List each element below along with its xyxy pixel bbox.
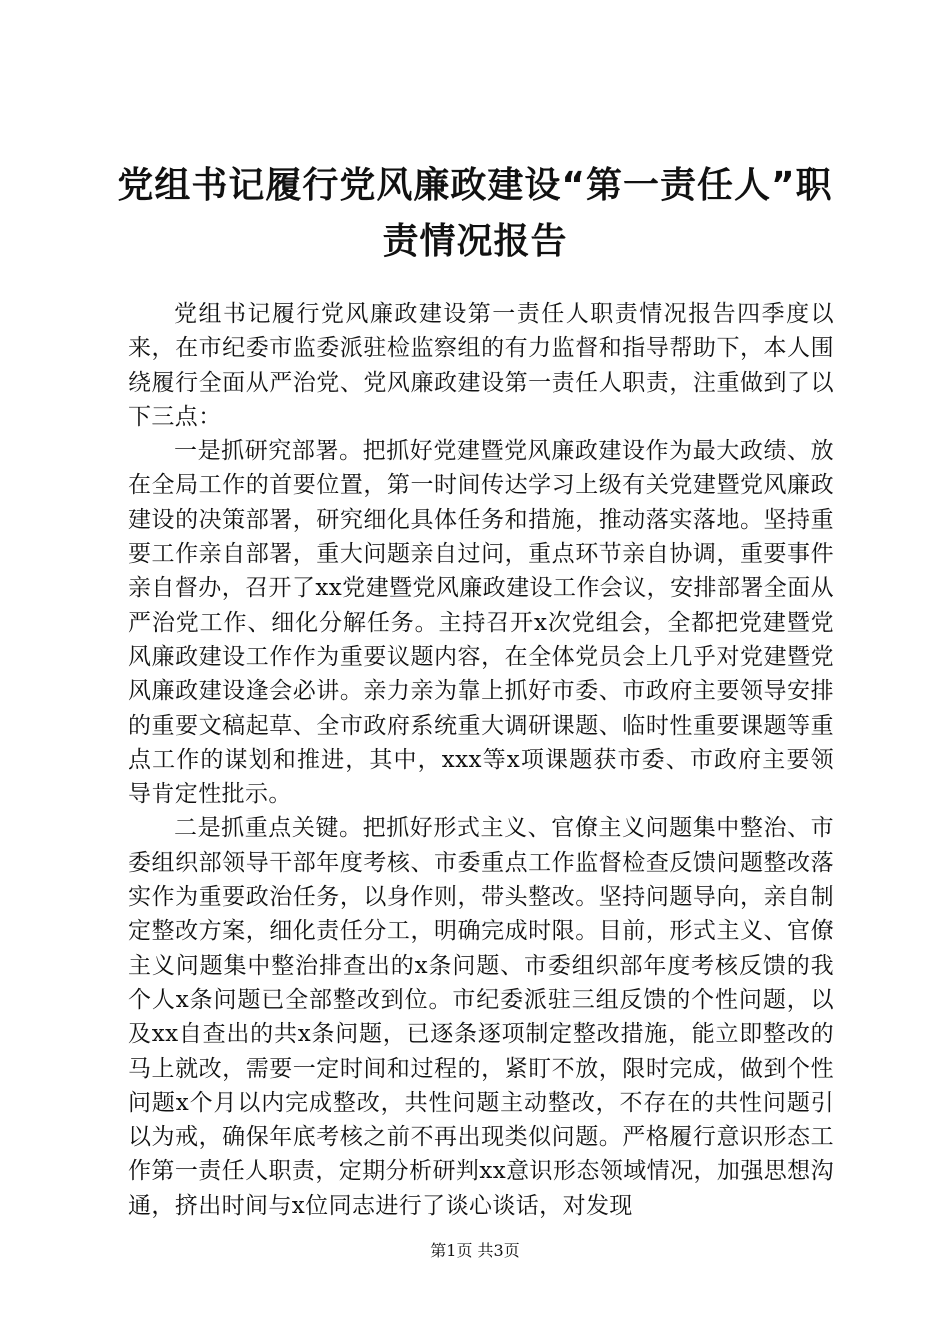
paragraph-intro: 党组书记履行党风廉政建设第一责任人职责情况报告四季度以来，在市纪委市监委派驻检监察组的有力监督和指导帮助下，本人围绕履行全面从严治党、党风廉政建设第一责任人职责，注重做到了以下三点： — [128, 301, 834, 430]
document-body — [128, 297, 834, 1223]
title-line-1: 党组书记履行党风廉政建设“第一责任人”职 — [117, 165, 833, 206]
document-title — [100, 158, 850, 270]
title-line-2: 责情况报告 — [382, 221, 568, 262]
paragraph-key-points: 二是抓重点关键。把抓好形式主义、官僚主义问题集中整治、市委组织部领导干部年度考核、市委重点工作监督检查反馈问题整改落实作为重要政治任务，以身作则，带头整改。坚持问题导向，亲自制定整改方案，细化责任分工，明确完成时限。目前，形式主义、官僚主义问题集中整治排查出的x条问题、市委组织部年度考核反馈的我个人x条问题已全部整改到位。市纪委派驻三组反馈的个性问题，以及xx自查出的共x条问题，已逐条逐项制定整改措施，能立即整改的马上就改，需要一定时间和过程的，紧盯不放，限时完成，做到个性问题x个月以内完成整改，共性问题主动整改，不存在的共性问题引以为戒，确保年底考核之前不再出现类似问题。严格履行意识形态工作第一责任人职责，定期分析研判xx意识形态领域情况，加强思想沟通，挤出时间与x位同志进行了谈心谈话，对发现 — [128, 815, 834, 1219]
page-footer: 第1页 共3页 — [430, 1241, 520, 1260]
paragraph-research-deployment: 一是抓研究部署。把抓好党建暨党风廉政建设作为最大政绩、放在全局工作的首要位置，第一时间传达学习上级有关党建暨党风廉政建设的决策部署，研究细化具体任务和措施，推动落实落地。坚持重要工作亲自部署，重大问题亲自过问，重点环节亲自协调，重要事件亲自督办，召开了xx党建暨党风廉政建设工作会议，安排部署全面从严治党工作、细化分解任务。主持召开x次党组会，全都把党建暨党风廉政建设工作作为重要议题内容，在全体党员会上几乎对党建暨党风廉政建设逢会必讲。亲力亲为靠上抓好市委、市政府主要领导安排的重要文稿起草、全市政府系统重大调研课题、临时性重要课题等重点工作的谋划和推进，其中，xxx等x项课题获市委、市政府主要领导肯定性批示。 — [128, 438, 834, 808]
